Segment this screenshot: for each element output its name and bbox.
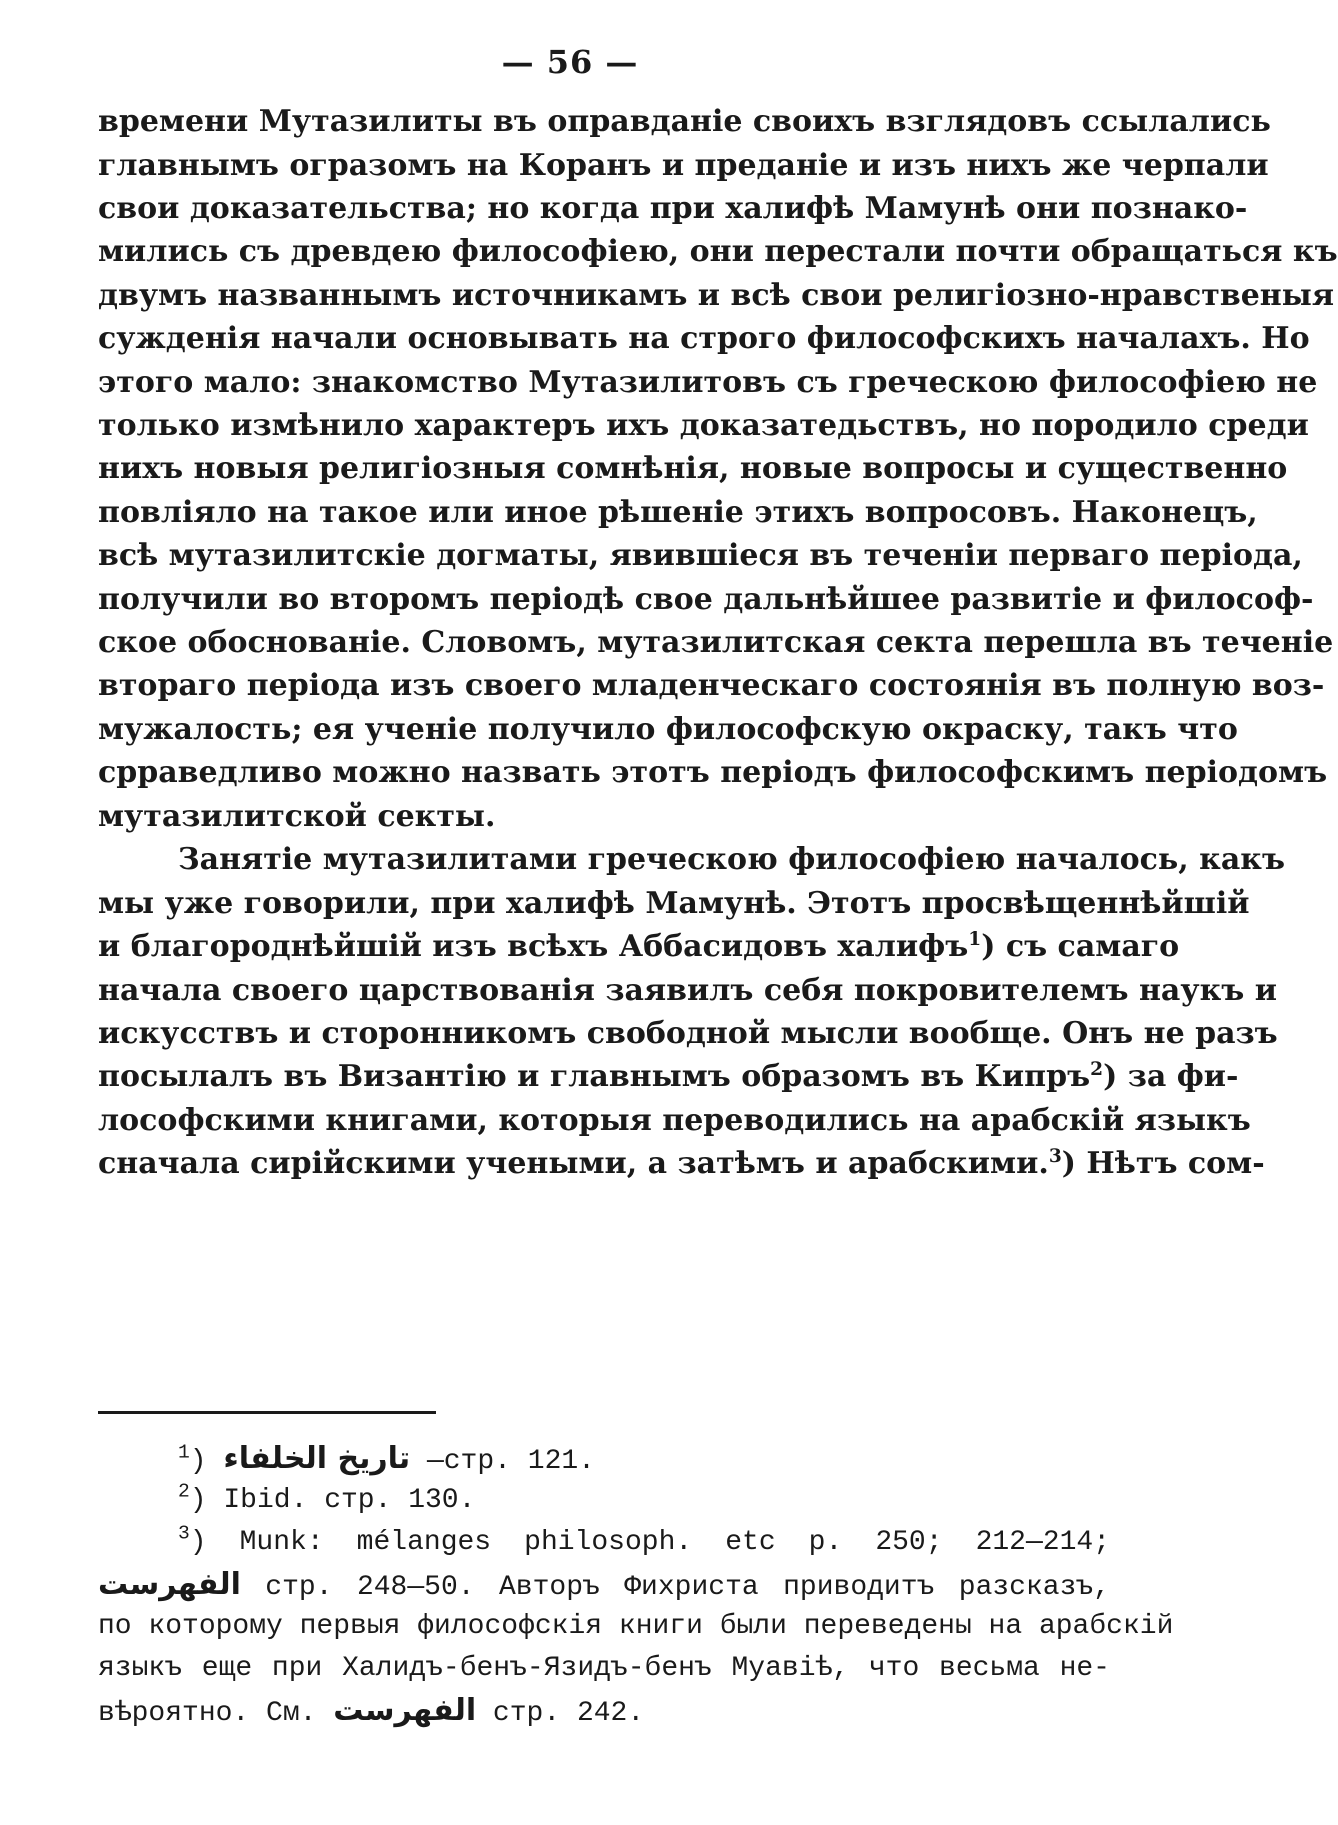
- footnote-3-arabic-fihrist: الفهرست: [98, 1567, 241, 1602]
- body-line: получили во второмъ періодѣ свое дальнѣйшее развитіе и философ-: [98, 582, 1314, 617]
- body-line-with-footnote-ref: [98, 925, 1180, 969]
- footnote-ref-2: 2: [1090, 1059, 1104, 1080]
- body-line: свои доказательства; но когда при халифѣ Мамунѣ они познако-: [98, 191, 1248, 226]
- body-line: мы уже говорили, при халифѣ Мамунѣ. Этотъ просвѣщеннѣйшій: [98, 886, 1250, 921]
- footnote-2-text: ) Ibid. стр. 130.: [189, 1485, 476, 1516]
- body-line: начала своего царствованія заявилъ себя покровителемъ наукъ и: [98, 973, 1277, 1008]
- body-line: мутазилитской секты.: [98, 799, 496, 834]
- body-text: ) Нѣтъ сом-: [1061, 1146, 1265, 1181]
- footnote-ref-1: 1: [968, 929, 982, 950]
- body-line: этого мало: знакомство Мутазилитовъ съ греческою философіею не: [98, 365, 1318, 400]
- body-line: двумъ названнымъ источникамъ и всѣ свои религіозно-нравственыя: [98, 278, 1334, 313]
- footnote-2-mark: 2: [178, 1480, 190, 1503]
- footnote-1-ref: —стр. 121.: [426, 1446, 595, 1477]
- footnote-3-mark: 3: [178, 1522, 190, 1545]
- body-line: ское обоснованіе. Словомъ, мутазилитская секта перешла въ теченіе: [98, 625, 1334, 660]
- footnote-3-line: [98, 1690, 1110, 1735]
- body-line-with-footnote-ref: [98, 1142, 1265, 1186]
- body-line: нихъ новыя религіозныя сомнѣнія, новые вопросы и существенно: [98, 451, 1288, 486]
- footnote-3-line: по которому первыя философскія книги были переведены на арабскій: [98, 1611, 1174, 1642]
- footnote-3-line: [178, 1522, 1110, 1564]
- footnote-3-line: языкъ еще при Халидъ-бенъ-Язидъ-бенъ Муавіѣ, что весьма не-: [98, 1653, 1110, 1684]
- body-line: главнымъ огразомъ на Коранъ и преданіе и изъ нихъ же черпали: [98, 148, 1269, 183]
- body-line: искусствъ и сторонникомъ свободной мысли вообще. Онъ не разъ: [98, 1016, 1278, 1051]
- footnote-3-text: вѣроятно. См.: [98, 1698, 334, 1729]
- body-line: времени Мутазилиты въ оправданіе своихъ взглядовъ ссылались: [98, 104, 1271, 139]
- footnote-1: [178, 1438, 1110, 1483]
- footnote-1-paren: ): [189, 1446, 207, 1477]
- body-line: мужалость; ея ученіе получило философскую окраску, такъ что: [98, 712, 1238, 747]
- body-line: всѣ мутазилитскіе догматы, явившіеся въ теченіи перваго періода,: [98, 538, 1303, 573]
- body-text: ) съ самаго: [981, 929, 1180, 964]
- body-text: ) за фи-: [1103, 1059, 1239, 1094]
- footnote-1-arabic-title: تاريخ الخلفاء: [223, 1441, 411, 1476]
- footnote-separator: [98, 1411, 436, 1414]
- body-text: сначала сирійскими учеными, а затѣмъ и арабскими.: [98, 1146, 1049, 1181]
- footnote-3-arabic-fihrist: الفهرست: [333, 1693, 477, 1728]
- body-line: только измѣнило характеръ ихъ доказатедьствъ, но породило среди: [98, 408, 1309, 443]
- body-line: мились съ древдею философіею, они перестали почти обращаться къ: [98, 234, 1338, 269]
- body-line: лософскими книгами, которыя переводились на арабскій языкъ: [98, 1103, 1251, 1138]
- footnote-3-text: стр. 242.: [476, 1698, 645, 1729]
- body-text: и благороднѣйшій изъ всѣхъ Аббасидовъ халифъ: [98, 929, 969, 964]
- body-line: втораго періода изъ своего младенческаго состоянія въ полную воз-: [98, 668, 1325, 703]
- body-text: посылалъ въ Византію и главнымъ образомъ въ Кипръ: [98, 1059, 1091, 1094]
- body-line: повліяло на такое или иное рѣшеніе этихъ вопросовъ. Наконецъ,: [98, 495, 1258, 530]
- body-line: сужденія начали основывать на строго философскихъ началахъ. Но: [98, 321, 1310, 356]
- page-number: — 56 —: [501, 43, 639, 81]
- body-line: Занятіе мутазилитами греческою философіею началось, какъ: [178, 842, 1285, 877]
- footnote-ref-3: 3: [1048, 1146, 1062, 1167]
- footnote-1-mark: 1: [178, 1441, 190, 1464]
- footnote-2: [178, 1480, 1110, 1522]
- body-line: срраведливо можно назвать этотъ періодъ философскимъ періодомъ: [98, 755, 1328, 790]
- footnote-3-text: ) Munk: mélanges philosoph. etc p. 250; 212—214;: [189, 1527, 1110, 1558]
- footnote-3-line: [98, 1564, 1110, 1609]
- footnote-3-text: стр. 248—50. Авторъ Фихриста приводитъ разсказъ,: [240, 1572, 1110, 1603]
- body-line-with-footnote-ref: [98, 1055, 1239, 1099]
